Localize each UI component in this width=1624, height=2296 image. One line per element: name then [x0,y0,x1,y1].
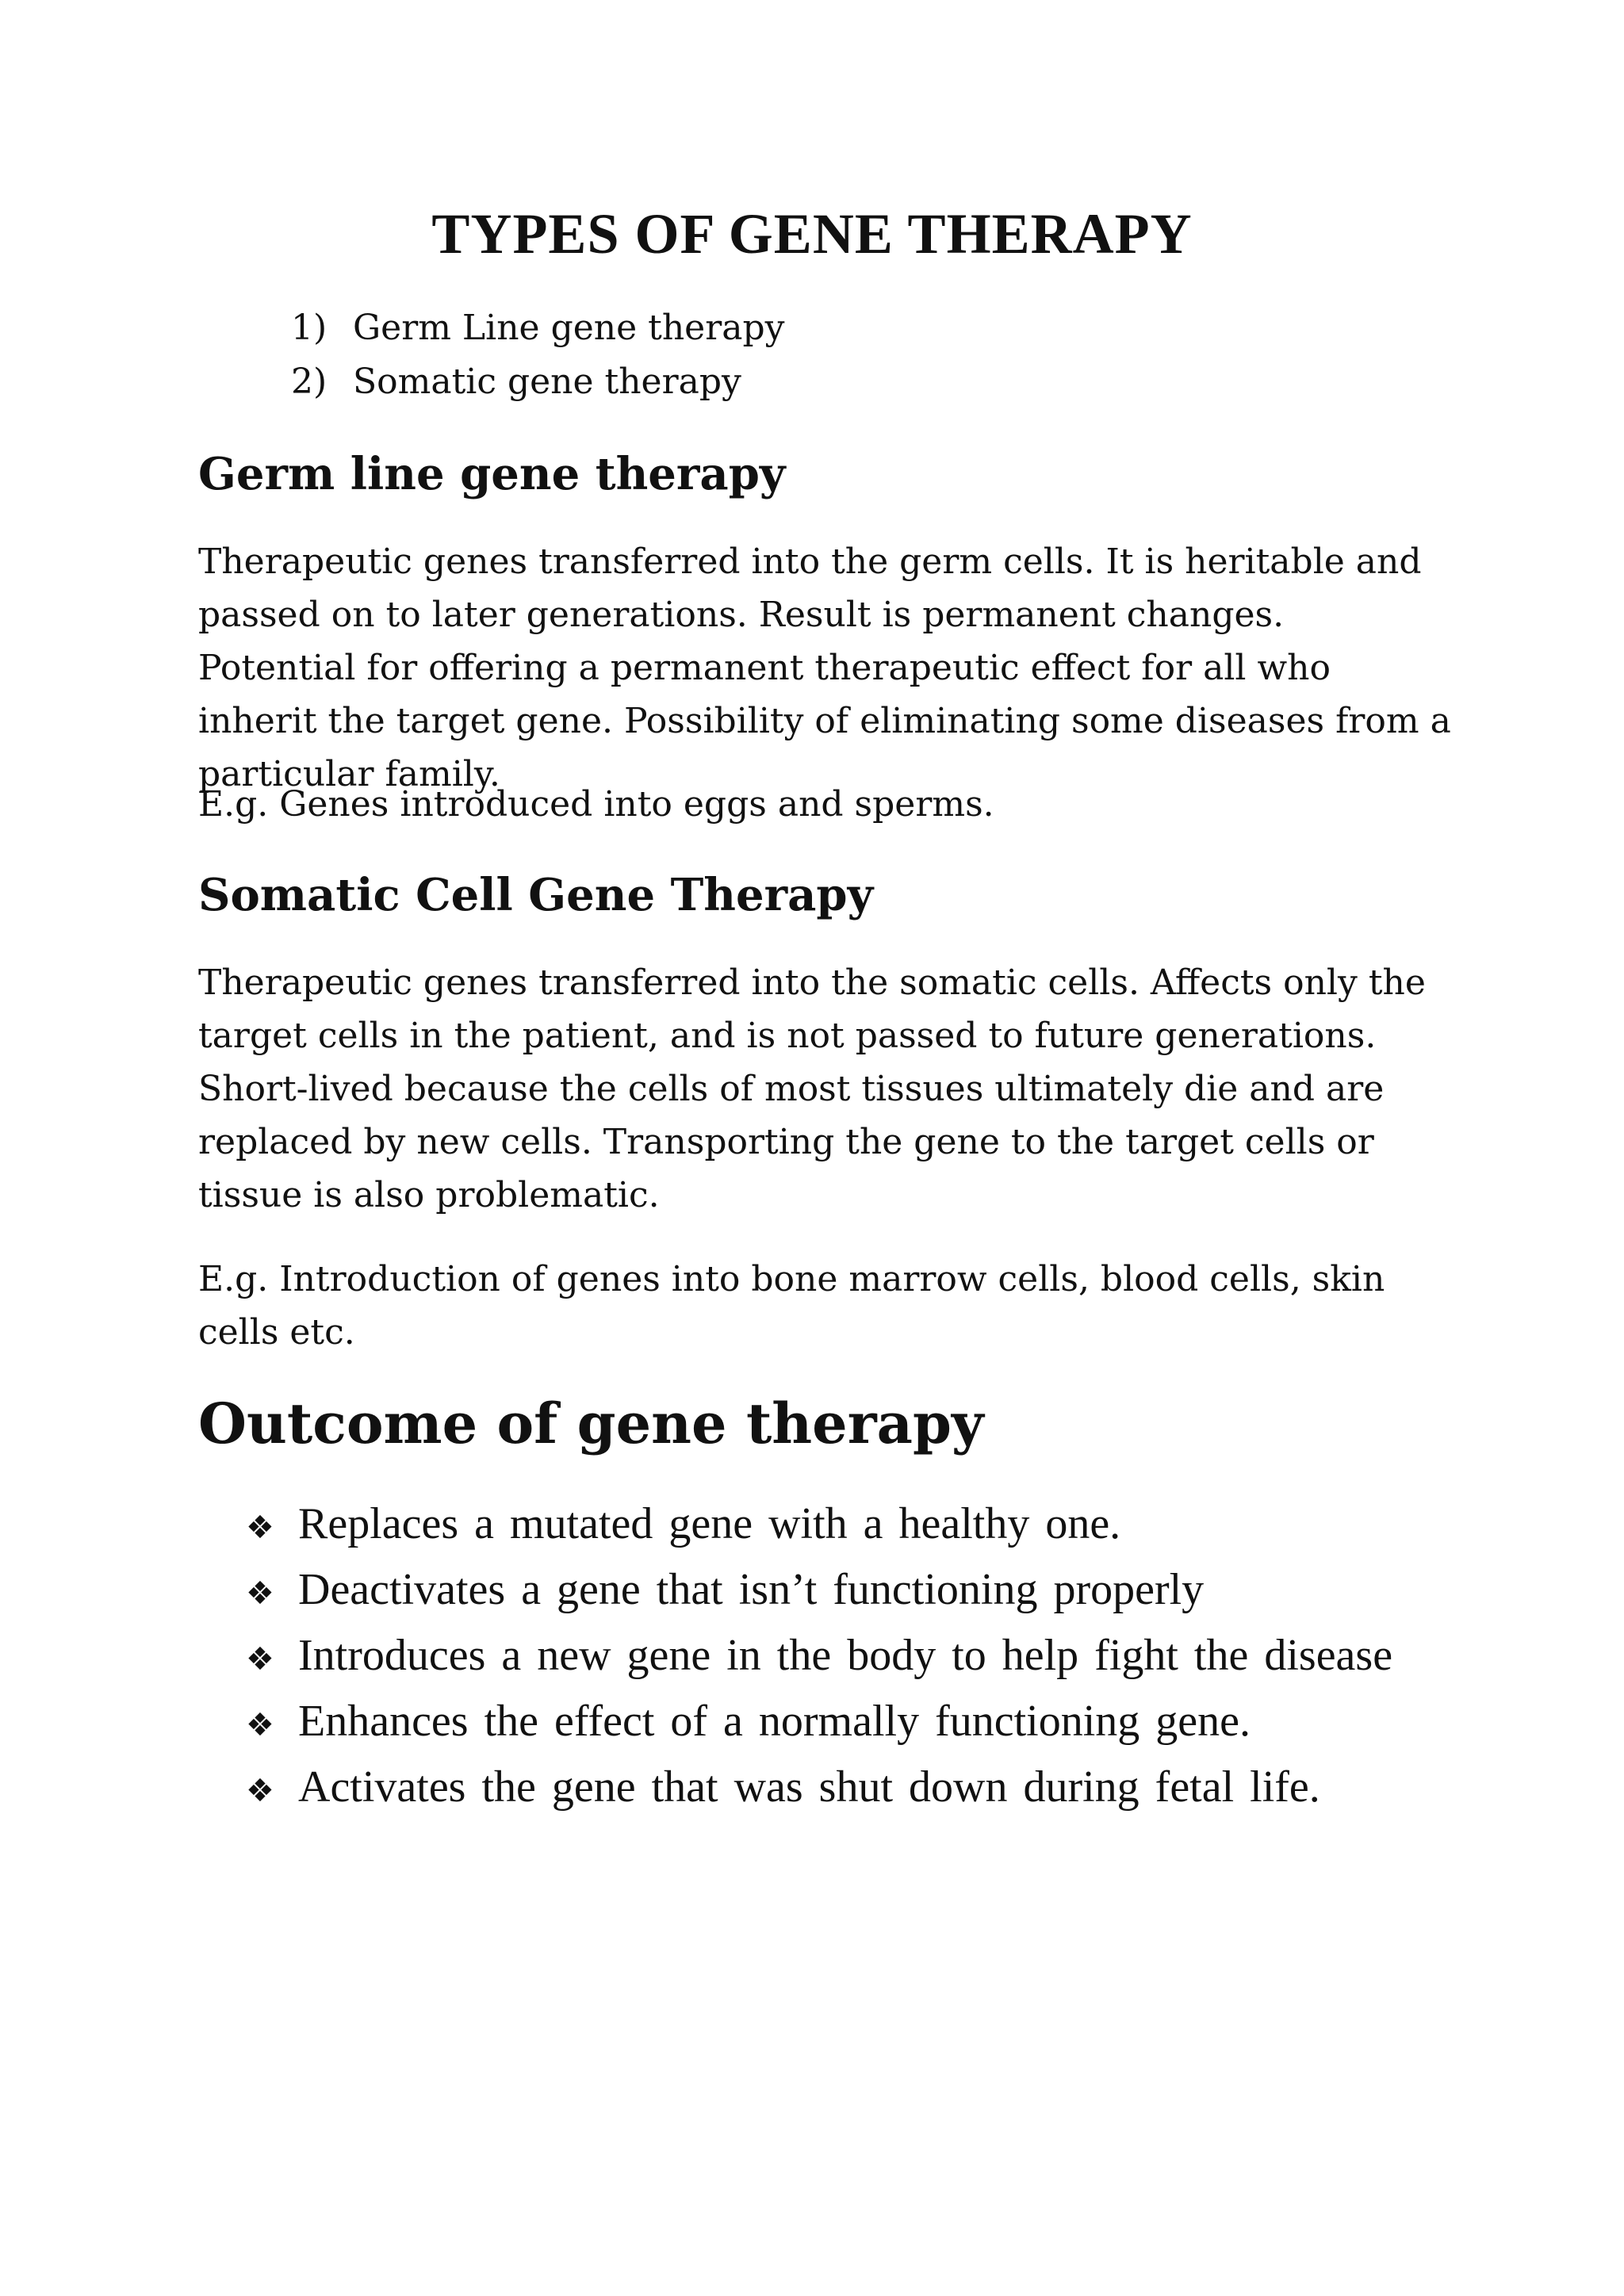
page-title: TYPES OF GENE THERAPY [431,202,1193,266]
list-item-text: Activates the gene that was shut down during fetal life. [298,1762,1320,1812]
list-item-text: Replaces a mutated gene with a healthy one. [298,1499,1121,1548]
list-item [246,1559,1392,1624]
somatic-paragraph: Therapeutic genes transferred into the somatic cells. Affects only the target cells in the patient, and is not passed to future generations. Short-lived because the cells of most tissues ultimately die and are replaced by new cells. Transporting the gene to the target cells or tissue is also problematic. [198,962,1426,1215]
list-item-text: Somatic gene therapy [353,362,741,402]
diamond-bullet-icon: ❖ [246,1641,274,1678]
diamond-bullet-icon: ❖ [246,1773,274,1809]
list-item [246,1690,1392,1756]
list-item [291,355,785,409]
outcome-heading: Outcome of gene therapy [198,1391,984,1456]
gene-therapy-types-list [291,301,785,409]
germ-line-example: E.g. Genes introduced into eggs and sperms. [198,784,994,825]
somatic-example: E.g. Introduction of genes into bone marrow cells, blood cells, skin cells etc. [198,1259,1385,1353]
list-item-text: Enhances the effect of a normally functioning gene. [298,1697,1251,1746]
diamond-bullet-icon: ❖ [246,1575,274,1612]
list-item [246,1493,1392,1559]
list-item-text: Germ Line gene therapy [353,308,785,348]
list-number: 2) [291,362,327,402]
diamond-bullet-icon: ❖ [246,1707,274,1743]
list-item-text: Deactivates a gene that isn’t functioning properly [298,1565,1205,1614]
list-number: 1) [291,308,327,348]
somatic-heading: Somatic Cell Gene Therapy [198,869,874,921]
list-item-text: Introduces a new gene in the body to help fight the disease [298,1631,1393,1680]
list-item [246,1756,1392,1822]
outcome-list [246,1493,1392,1822]
diamond-bullet-icon: ❖ [246,1510,274,1546]
germ-line-heading: Germ line gene therapy [198,448,786,500]
list-item [291,301,785,355]
germ-line-paragraph: Therapeutic genes transferred into the germ cells. It is heritable and passed on to later generations. Result is permanent changes. Potential for offering a permanent therapeutic effect for all who inherit the target gene. Possibility of eliminating some diseases from a particular family. [198,541,1451,794]
list-item [246,1624,1392,1690]
